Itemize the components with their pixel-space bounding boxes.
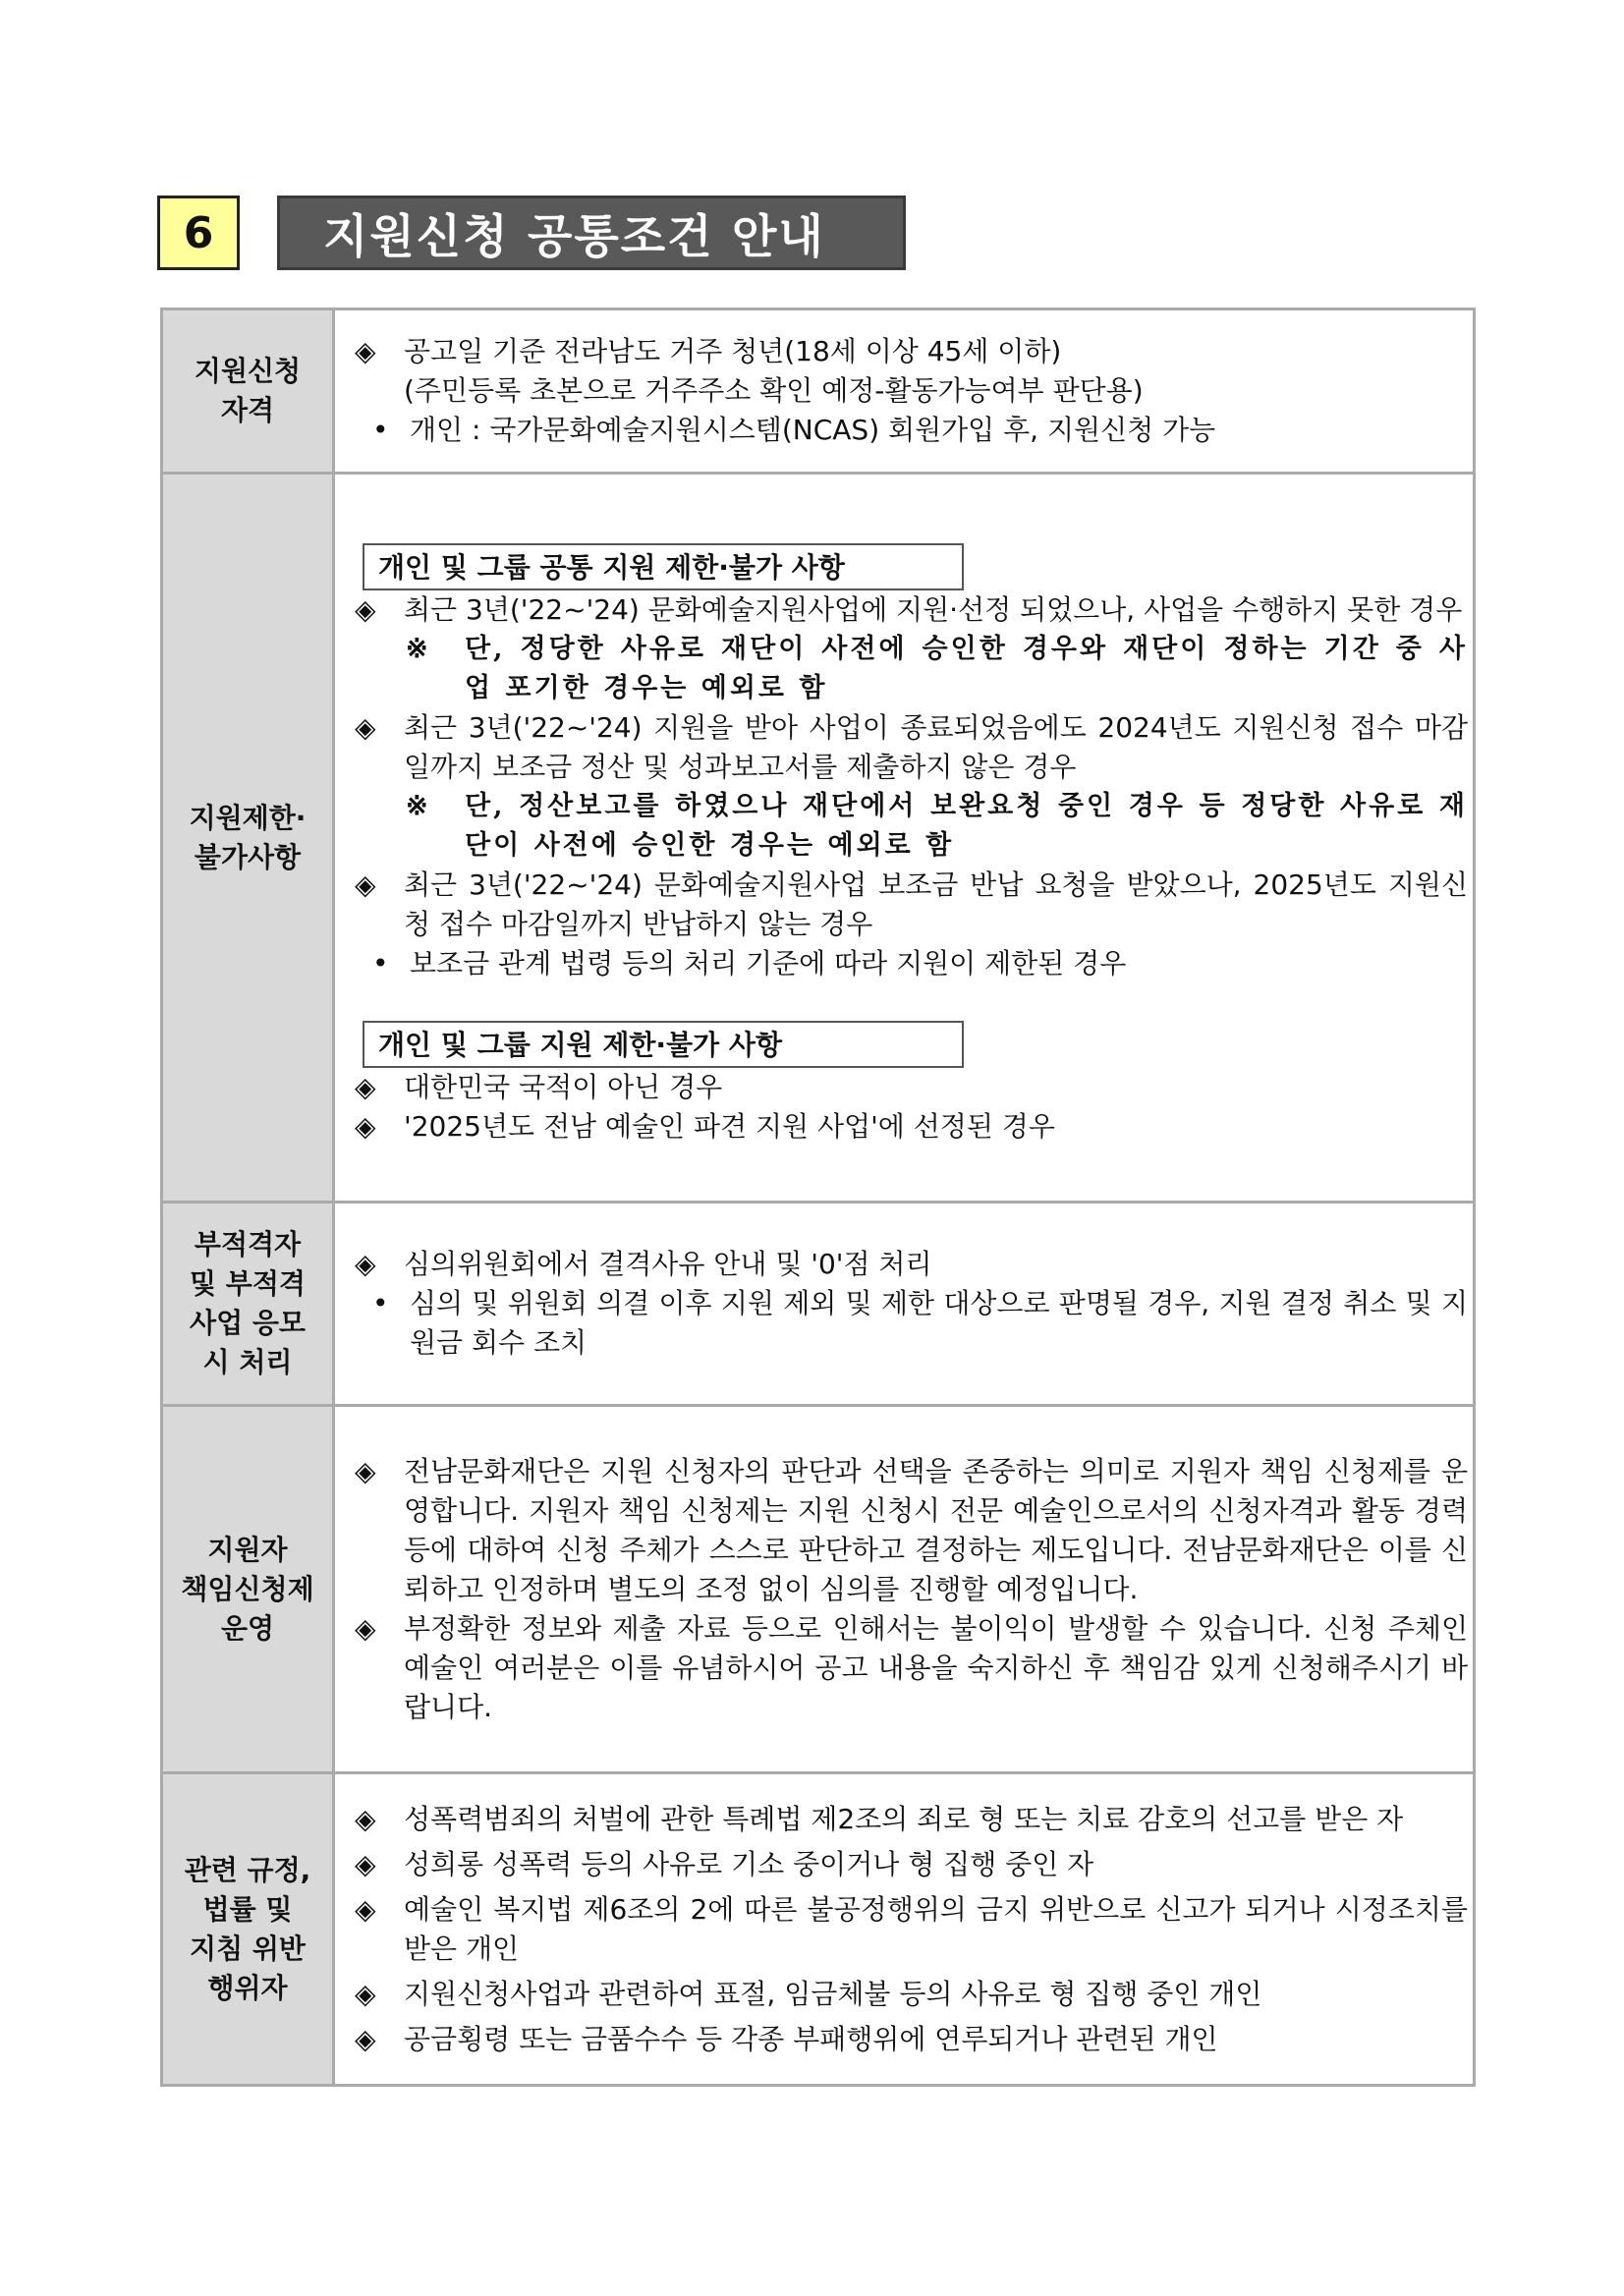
row-eligibility [162,309,1475,474]
row-header-restrictions [162,474,334,1203]
header-eligibility-text: 지원신청 자격 [194,355,302,426]
header-violations-text: 관련 규정, 법률 및 지침 위반 행위자 [184,1853,311,2004]
list-item [355,944,1468,983]
diamond-bullet-icon: ◈ [355,1802,376,1835]
row-responsibility [162,1406,1475,1773]
list-item [355,590,1468,630]
list-item [355,1452,1468,1609]
subsection-box-individual: 개인 및 그룹 지원 제한·불가 사항 [363,1021,964,1068]
row-body-responsibility [334,1406,1475,1773]
item-text: 공고일 기준 전라남도 거주 청년(18세 이상 45세 이하) [404,335,1062,367]
diamond-bullet-icon: ◈ [355,1454,376,1487]
diamond-bullet-icon: ◈ [355,592,376,626]
item-text: 대한민국 국적이 아닌 경우 [404,1070,723,1103]
list-item [355,1800,1468,1839]
diamond-bullet-icon: ◈ [355,1892,376,1926]
row-violations [162,1773,1475,2086]
row-body-violations [334,1773,1475,2086]
item-text: 예술인 복지법 제6조의 2에 따른 불공정행위의 금지 위반으로 신고가 되거나 시정조치를 받은 개인 [404,1892,1468,1965]
list-item [355,1890,1468,1969]
header-disqualified-text: 부적격자 및 부적격 사업 응모 시 처리 [190,1228,306,1378]
dot-bullet-icon: • [372,414,389,446]
list-item [355,1609,1468,1727]
list-item [355,411,1468,450]
list-item [355,1845,1468,1884]
section-title: 지원신청 공통조건 안내 [277,196,906,270]
diamond-bullet-icon: ◈ [355,1109,376,1143]
row-body-eligibility [334,309,1475,474]
item-text: 최근 3년('22~'24) 문화예술지원사업 보조금 반납 요청을 받았으나, 2025년도 지원신청 접수 마감일까지 반납하지 않는 경우 [404,868,1468,940]
diamond-bullet-icon: ◈ [355,710,376,744]
diamond-bullet-icon: ◈ [355,335,376,367]
list-item [355,332,1468,371]
list-item [355,866,1468,944]
item-text: 성희롱 성폭력 등의 사유로 기소 중이거나 형 집행 중인 자 [404,1847,1094,1880]
list-item [355,371,1468,411]
conditions-table [160,308,1476,2087]
row-header-disqualified [162,1203,334,1406]
item-text: 전남문화재단은 지원 신청자의 판단과 선택을 존중하는 의미로 지원자 책임 신청제를 운영합니다. 지원자 책임 신청제는 지원 신청시 전문 예술인으로서의 신청자격과 활동 경력 등에 대하여 신청 주체가 스스로 판단하고 결정하는 제도입니다. 전남문화재단은 이를 신뢰하고 인정하며 별도의 조정 없이 심의를 진행할 예정입니다. [404,1454,1468,1605]
item-text: 성폭력범죄의 처벌에 관한 특례법 제2조의 죄로 형 또는 치료 감호의 선고를 받은 자 [404,1802,1404,1835]
section-number: 6 [157,196,240,270]
item-text: 부정확한 정보와 제출 자료 등으로 인해서는 불이익이 발생할 수 있습니다. 신청 주체인 예술인 여러분은 이를 유념하시어 공고 내용을 숙지하신 후 책임감 있게 신청해주시기 바랍니다. [404,1611,1468,1723]
note-item [355,787,1468,866]
list-item [355,1068,1468,1107]
row-header-violations [162,1773,334,2086]
item-text: (주민등록 초본으로 거주주소 확인 예정-활동가능여부 판단용) [404,374,1144,407]
list-item [355,1975,1468,2014]
item-text: 공금횡령 또는 금품수수 등 각종 부패행위에 연루되거나 관련된 개인 [404,2022,1218,2055]
dot-bullet-icon: • [372,1287,389,1319]
reference-mark-icon: ※ [406,633,431,664]
reference-mark-icon: ※ [406,790,431,821]
header-restrictions-text: 지원제한· 불가사항 [189,801,307,873]
list-item [355,1284,1468,1363]
row-body-restrictions [334,474,1475,1203]
row-restrictions [162,474,1475,1203]
diamond-bullet-icon: ◈ [355,1248,376,1280]
item-text: 심의 및 위원회 의결 이후 지원 제외 및 제한 대상으로 판명될 경우, 지원 결정 취소 및 지원금 회수 조치 [410,1287,1468,1359]
subsection-box-common: 개인 및 그룹 공통 지원 제한·불가 사항 [363,543,964,590]
diamond-bullet-icon: ◈ [355,1070,376,1103]
row-header-eligibility [162,309,334,474]
diamond-bullet-icon: ◈ [355,2022,376,2055]
item-text: 심의위원회에서 결격사유 안내 및 '0'점 처리 [404,1248,932,1280]
diamond-bullet-icon: ◈ [355,1977,376,2010]
item-text: 보조금 관계 법령 등의 처리 기준에 따라 지원이 제한된 경우 [410,946,1127,980]
list-item [355,708,1468,787]
header-responsibility-text: 지원자 책임신청제 운영 [181,1533,314,1645]
item-text: 최근 3년('22~'24) 지원을 받아 사업이 종료되었음에도 2024년도 지원신청 접수 마감일까지 보조금 정산 및 성과보고서를 제출하지 않은 경우 [404,710,1468,783]
item-text: 최근 3년('22~'24) 문화예술지원사업에 지원·선정 되었으나, 사업을 수행하지 못한 경우 [404,592,1463,626]
diamond-bullet-icon: ◈ [355,1847,376,1880]
list-item [355,1107,1468,1147]
row-disqualified [162,1203,1475,1406]
item-text: 단, 정산보고를 하였으나 재단에서 보완요청 중인 경우 등 정당한 사유로 재단이 사전에 승인한 경우는 예외로 함 [465,790,1468,861]
diamond-bullet-icon: ◈ [355,1611,376,1645]
list-item [355,1245,1468,1284]
item-text: 지원신청사업과 관련하여 표절, 임금체불 등의 사유로 형 집행 중인 개인 [404,1977,1262,2010]
note-item [355,630,1468,708]
row-header-responsibility [162,1406,334,1773]
item-text: 개인 : 국가문화예술지원시스템(NCAS) 회원가입 후, 지원신청 가능 [410,414,1216,446]
list-item [355,2020,1468,2059]
dot-bullet-icon: • [372,946,389,980]
item-text: 단, 정당한 사유로 재단이 사전에 승인한 경우와 재단이 정하는 기간 중 사업 포기한 경우는 예외로 함 [465,633,1468,703]
row-body-disqualified [334,1203,1475,1406]
item-text: '2025년도 전남 예술인 파견 지원 사업'에 선정된 경우 [404,1109,1055,1143]
diamond-bullet-icon: ◈ [355,868,376,901]
